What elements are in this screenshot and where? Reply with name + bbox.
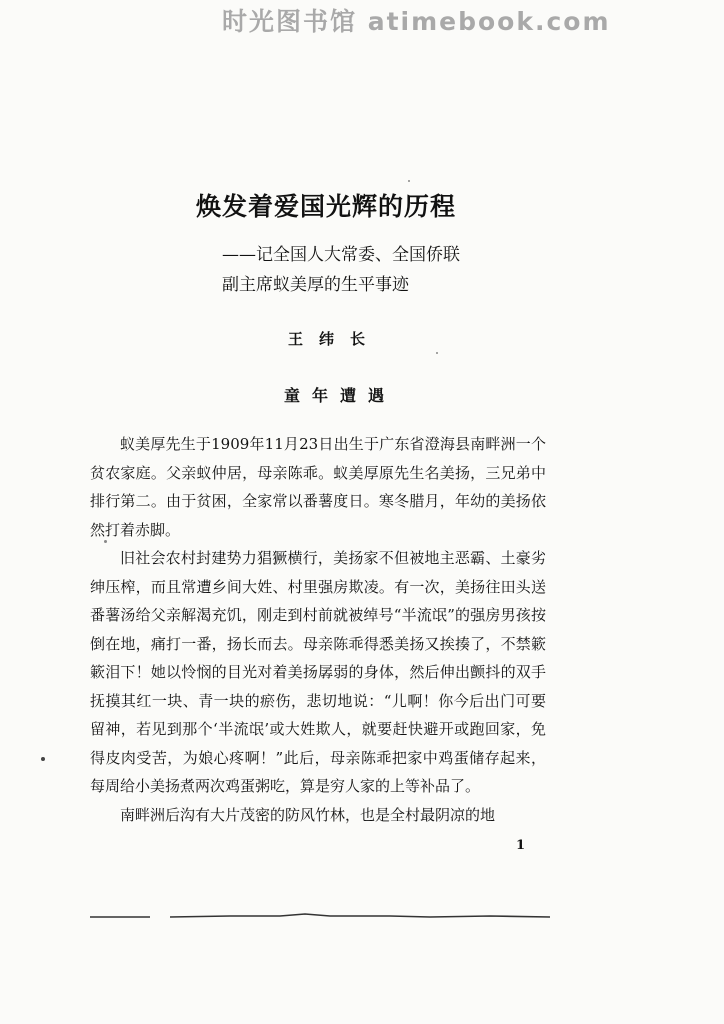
- bottom-scan-rule: [90, 912, 550, 920]
- author-name: 王纬长: [288, 330, 382, 348]
- section-heading: 童年遭遇: [284, 386, 397, 405]
- scan-speck: [41, 757, 45, 761]
- paragraph: 旧社会农村封建势力猖獗横行，美扬家不但被地主恶霸、土豪劣绅压榨，而且常遭乡间大姓、村里强房欺凌。有一次，美扬往田头送番薯汤给父亲解渴充饥，刚走到村前就被绰号“半流氓”的强房男孩按倒在地，痛打一番，扬长而去。母亲陈乖得悉美扬又挨揍了，不禁簌簌泪下！她以怜悯的目光对着美扬孱弱的身体，然后伸出颤抖的双手抚摸其红一块、青一块的瘀伤，悲切地说：“儿啊！你今后出门可要留神，若见到那个‘半流氓’或大姓欺人，就要赶快避开或跑回家，免得皮肉受苦，为娘心疼啊！”此后，母亲陈乖把家中鸡蛋储存起来，每周给小美扬煮两次鸡蛋粥吃，算是穷人家的上等补品了。: [90, 549, 546, 795]
- paragraph: 南畔洲后沟有大片茂密的防风竹林，也是全村最阴凉的地: [120, 805, 496, 824]
- subtitle-line-1: ——记全国人大常委、全国侨联: [222, 245, 460, 265]
- watermark-text: 时光图书馆 atimebook.com: [222, 7, 611, 36]
- page-number: 1: [516, 838, 526, 853]
- subtitle-line-2: 副主席蚁美厚的生平事迹: [222, 275, 409, 295]
- scan-speck: [104, 540, 107, 543]
- scan-speck: [408, 180, 410, 182]
- paragraph: 蚁美厚先生于1909年11月23日出生于广东省澄海县南畔洲一个贫农家庭。父亲蚁仲居，母亲陈乖。蚁美厚原先生名美扬，三兄弟中排行第二。由于贫困，全家常以番薯度日。寒冬腊月，年幼的美扬依然打着赤脚。: [90, 435, 546, 539]
- body-text: [90, 430, 546, 829]
- scan-speck: [436, 352, 438, 354]
- article-title: 焕发着爱国光辉的历程: [196, 192, 457, 221]
